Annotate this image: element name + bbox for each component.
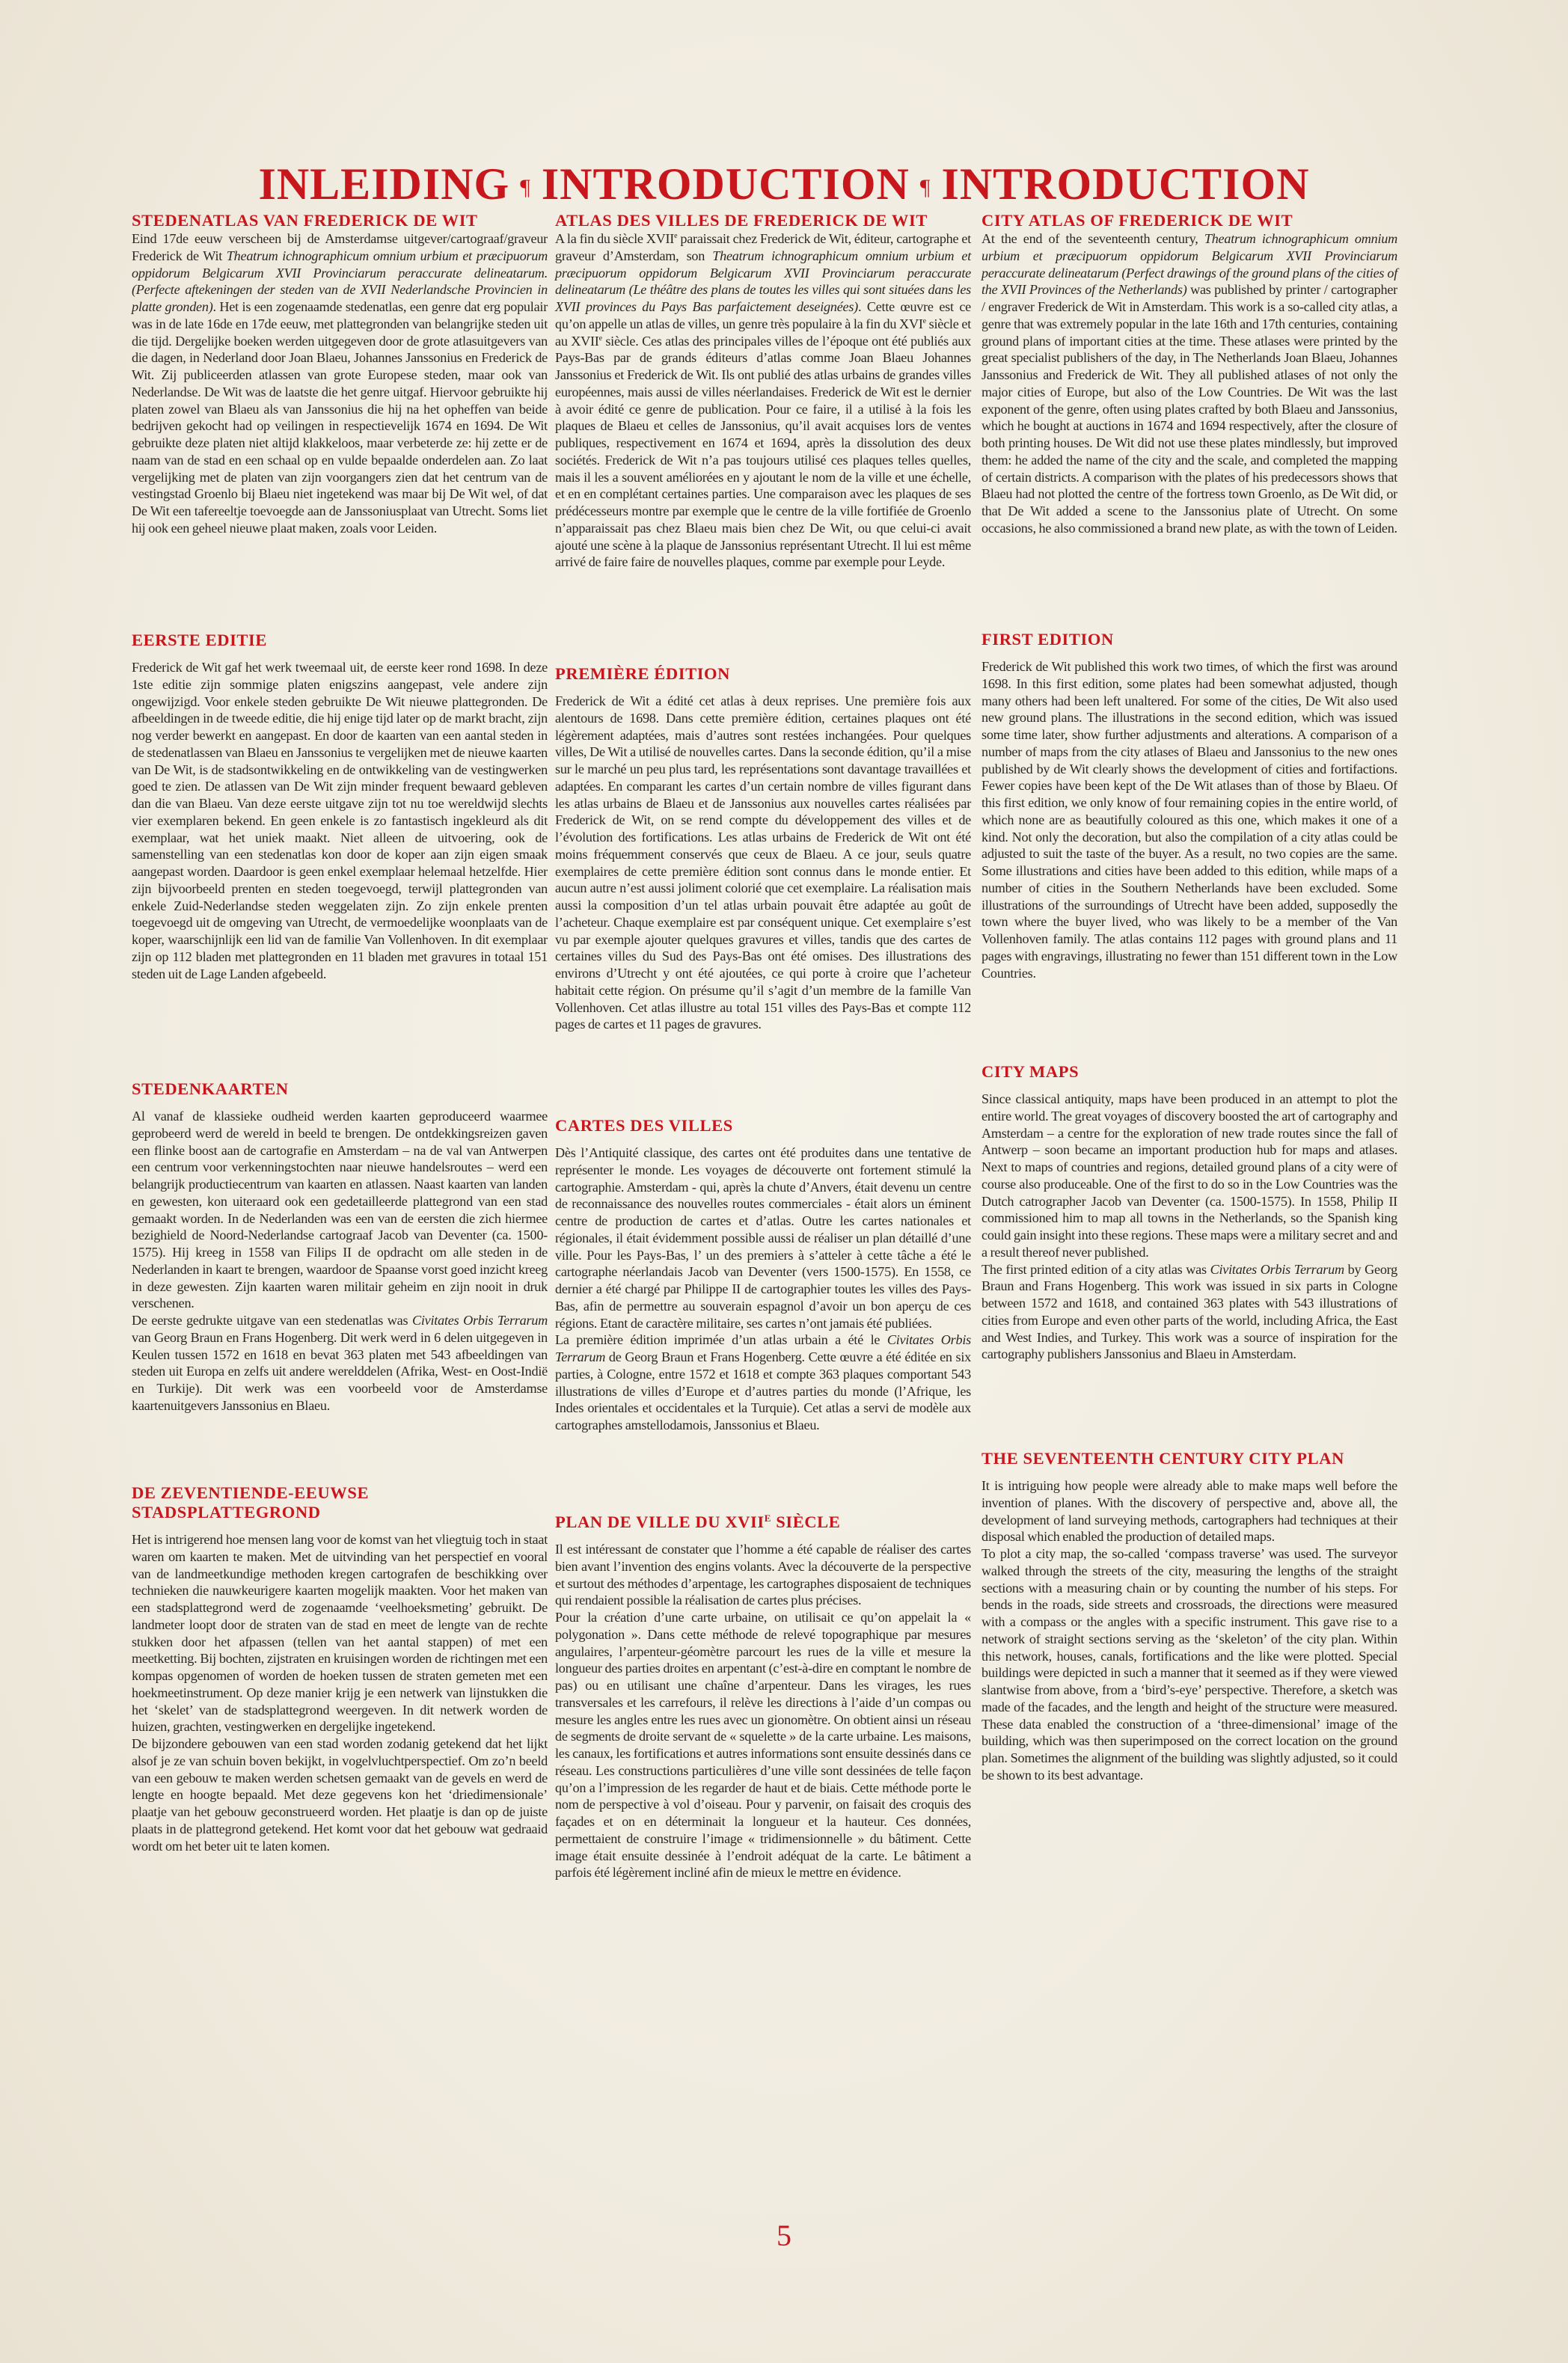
- text-run: Since classical antiquity, maps have been produced in an attempt to plot the entire world. The great voyages of discovery boosted the art of cartography and Amsterdam – a centre for the exploration of new trade routes since the fall of Antwerp – soon became an important production hub for maps and atlases. Next to maps of countries and regions, detailed ground plans of a city were of course also produceable. One of the first to do so in the Low Countries was the Dutch catrographer Jacob van Deventer (ca. 1500-1575). In 1558, Philip II commissioned him to map all towns in the Netherlands, so the Spanish king could gain insight into these regions. These maps were a military secret and and a result thereof never published.: [981, 1091, 1397, 1260]
- text-run: EERSTE EDITIE: [132, 631, 267, 649]
- text-run: ATLAS DES VILLES DE FREDERICK DE WIT: [555, 211, 928, 230]
- article-section: [132, 211, 548, 537]
- text-run: PLAN DE VILLE DU XVII: [555, 1512, 765, 1531]
- title-dutch: INLEIDING: [258, 159, 510, 209]
- article-section: [981, 630, 1397, 981]
- text-run: Het is intrigerend hoe mensen lang voor de komst van het vliegtuig toch in staat waren om kaarten te maken. Met de uitvinding van het perspectief en vooral van de landmeetkundige methoden kregen cartografen de beschikking over technieken die nauwkeurigere kaarten mogelijk maakten. Voor het maken van een stadsplattegrond werd de zogenaamde ‘veelhoeksmeting’ gebruikt. De landmeter loopt door de straten van de stad en meet de lengte van de rechte stukken door het afpassen (tellen van het aantal stappen) of met een meetketting. Bij bochten, zijstraten en kruisingen worden de richtingen met een kompas opgenomen of worden de hoeken tussen de straten gemeten met een hoekmeetinstrument. Op deze manier krijg je een netwerk van lijnstukken die het ‘skelet’ van de stadsplattegrond weergeven. In dit netwerk worden de huizen, grachten, vestingwerken en dergelijke ingetekend.: [132, 1532, 548, 1735]
- text-run: A la fin du siècle XVII: [555, 231, 675, 246]
- section-heading: [981, 1062, 1397, 1082]
- text-run: PREMIÈRE ÉDITION: [555, 664, 731, 683]
- italic-title-run: Theatrum ichnographicum omnium urbium et præcipuorum oppidorum Belgicarum XVII Provinciarum peraccurate delineatarum (Le théâtre des plans de toutes les villes qui sont situées dans les XVII provinces du Pays Bas parfaictement deseignées): [555, 248, 971, 314]
- body-paragraph: [555, 1609, 971, 1881]
- body-paragraph: [132, 230, 548, 537]
- body-paragraph: [132, 1108, 548, 1312]
- section-heading: [981, 630, 1397, 649]
- article-section: [555, 211, 971, 571]
- text-run: THE SEVENTEENTH CENTURY CITY PLAN: [981, 1449, 1344, 1468]
- text-run: was published by printer / cartographer / engraver Frederick de Wit in Amsterdam. This work is a so-called city atlas, a genre that was extremely popular in the late 16th and 17th centuries, containing ground plans of important cities at the time. These atlases were printed by the great specialist publishers of the day, in The Netherlands Joan Blaeu, Johannes Janssonius and Frederick de Wit. They all published atlases of not only the major cities of Europe, but also of the Low Countries. De Wit was the last exponent of the genre, often using plates crafted by both Blaeu and Janssonius, which he bought at auctions in 1674 and 1694 respectively, after the closure of both printing houses. De Wit did not use these plates mindlessly, but improved them: he added the name of the city and the scale, and completed the mapping of certain districts. A comparison with the plates of his predecessors shows that Blaeu had not plotted the centre of the fortress town Groenlo, as De Wit did, or that De Wit added a scene to the Janssonius plate of Utrecht. On some occasions, he also commissioned a brand new plate, as with the town of Leiden.: [981, 282, 1397, 536]
- body-paragraph: [981, 1091, 1397, 1261]
- italic-title-run: Theatrum ichnographicum omnium urbium et præcipuorum oppidorum Belgicarum XVII Provinciarum peraccurate delineatarum. (Perfecte aftekeningen der steden van de XVII Nederlandsche Provincien in platte gronden): [132, 248, 548, 314]
- text-run: At the end of the seventeenth century,: [981, 231, 1204, 246]
- italic-title-run: Civitates Orbis Terrarum: [555, 1332, 971, 1364]
- body-paragraph: [555, 1331, 971, 1434]
- section-heading: [555, 664, 971, 684]
- text-run: CITY MAPS: [981, 1062, 1079, 1081]
- body-paragraph: [981, 230, 1397, 537]
- section-heading: [555, 211, 971, 230]
- text-run: Il est intéressant de constater que l’homme a été capable de réaliser des cartes bien avant l’invention des engins volants. Avec la découverte de la perspective et surtout des méthodes d’arpentage, les cartographes disposaient de techniques qui rendaient possible la réalisation de cartes plus précises.: [555, 1542, 971, 1608]
- body-paragraph: [981, 1477, 1397, 1545]
- text-run: Eind 17de eeuw verscheen bij de Amsterdamse uitgever/cartograaf/graveur Frederick de Wit: [132, 231, 548, 263]
- text-run: Al vanaf de klassieke oudheid werden kaarten geproduceerd waarmee geprobeerd werd de wereld in beeld te brengen. De ontdekkingsreizen gaven een flinke boost aan de cartografie en Amsterdam – na de val van Antwerpen een centrum voor verkenningstochten naar nieuwe handelsroutes – werd een belangrijk productiecentrum van kaarten en atlassen. Naast kaarten van landen en gewesten, kon uiteraard ook een gedetailleerde plattegrond van een stad gemaakt worden. In de Nederlanden was een van de eersten die zich hiermee bezighield de Noord-Nederlandse cartograaf Jacob van Deventer (ca. 1500-1575). Hij kreeg in 1558 van Filips II de opdracht om alle steden in de Nederlanden in kaart te brengen, waardoor de Spaanse vorst goed inzicht kreeg in deze gewesten. Zijn kaarten waren militair geheim en zijn nooit in druk verschenen.: [132, 1109, 548, 1311]
- article-section: [555, 1116, 971, 1434]
- pilcrow-separator-icon: ¶: [919, 175, 931, 200]
- text-run: van Georg Braun en Frans Hogenberg. Dit werk werd in 6 delen uitgegeven in Keulen tussen 1572 en 1618 en bevat 363 platen met 543 afbeeldingen van steden uit Europa en zelfs uit andere werelddelen (Afrika, West- en Oost-Indië en Turkije). Dit werk was een voorbeeld voor de Amsterdamse kaartenuitgevers Janssonius en Blaeu.: [132, 1329, 548, 1413]
- text-run: paraissait chez Frederick de Wit, éditeur, cartographe et graveur d’Amsterdam, son: [555, 231, 971, 263]
- text-run: siècle et au XVII: [555, 316, 971, 349]
- italic-title-run: Civitates Orbis Terrarum: [1210, 1261, 1344, 1277]
- article-section: [132, 1079, 548, 1415]
- section-heading: [132, 631, 548, 650]
- text-run: STEDENATLAS VAN FREDERICK DE WIT: [132, 211, 478, 230]
- text-run: Frederick de Wit a édité cet atlas à deux reprises. Une première fois aux alentours de 1698. Dans cette première édition, certaines plaques ont été légèrement adaptées, mais d’autres sont restées inchangées. Pour quelques villes, De Wit a utilisé de nouvelles cartes. Dans la seconde édition, qu’il a mise sur le marché un peu plus tard, les représentations sont davantage travaillées et adaptées. En comparant les cartes d’un certain nombre de villes figurant dans les atlas urbains de Blaeu et de Janssonius aux nouvelles cartes réalisées par Frederick de Wit, on se rend compte du développement des villes et de l’évolution des fortifications. Les atlas urbains de Frederick de Wit ont été moins fréquemment conservés que ceux de Blaeu. A ce jour, seuls quatre exemplaires de cette première édition sont connus dans le monde entier. Et aucun autre n’est aussi joliment colorié que cet exemplaire. La réalisation mais aussi la composition d’un tel atlas urbain pouvait être adaptée au goût de l’acheteur. Chaque exemplaire est par conséquent unique. Cet exemplaire s’est vu par exemple ajouter quelques gravures et villes, tandis que des cartes de certaines villes du Sud des Pays-Bas ont été omises. Des illustrations des environs d’Utrecht y ont été ajoutées, ce qui porte à croire que l’acheteur habitait cette région. On présume qu’il s’agit d’un membre de la famille Van Vollenhoven. Cet atlas illustre au total 151 villes des Pays-Bas et compte 112 pages de cartes et 11 pages de gravures.: [555, 693, 971, 1032]
- section-heading: [132, 1483, 548, 1522]
- text-run: It is intriguing how people were already able to make maps well before the invention of planes. With the discovery of perspective and, above all, the development of land surveying methods, cartographers had techniques at their disposal which enabled the production of detailed maps.: [981, 1478, 1397, 1545]
- text-run: de Georg Braun et Frans Hogenberg. Cette œuvre a été éditée en six parties, à Cologne, entre 1572 et 1618 et compte 363 plaques comportant 543 illustrations de villes d’Europe et d’autres parties du monde (l’Afrique, les Indes orientales et occidentales et la Turquie). Cet atlas a servi de modèle aux cartographes amstellodamois, Janssonius et Blaeu.: [555, 1349, 971, 1432]
- article-section: [981, 1449, 1397, 1784]
- pilcrow-separator-icon: ¶: [520, 175, 531, 200]
- italic-title-run: Theatrum ichnographicum omnium urbium et præcipuorum oppidorum Belgicarum XVII Provinciarum peraccurate delineatarum (Perfect drawings of the ground plans of the cities of the XVII Provinces of the Netherlands): [981, 231, 1397, 298]
- section-heading: [981, 211, 1397, 230]
- body-paragraph: [555, 230, 971, 571]
- text-run: DE ZEVENTIENDE-EEUWSE STADSPLATTEGROND: [132, 1483, 370, 1521]
- article-section: [981, 1062, 1397, 1363]
- body-paragraph: [981, 1261, 1397, 1364]
- text-run: De eerste gedrukte uitgave van een stedenatlas was: [132, 1313, 412, 1328]
- body-paragraph: [981, 658, 1397, 981]
- text-run: by Georg Braun and Frans Hogenberg. This work was issued in six parts in Cologne between 1572 and 1618, and contained 363 plates with 543 illustrations of cities from Europe and even other parts of the world, including Africa, the East and West Indies, and Turkey. This work was a source of inspiration for the cartography publishers Janssonius and Blaeu in Amsterdam.: [981, 1261, 1398, 1362]
- text-run: To plot a city map, the so-called ‘compass traverse’ was used. The surveyor walked through the streets of the city, measuring the lengths of the straight sections with a measuring chain or by counting the number of his steps. For bends in the roads, side streets and crossroads, the directions were measured with a compass or the angles with a specific instrument. This gave rise to a network of straight sections serving as the ‘skeleton’ of the city plan. Within this network, houses, canals, fortifications and the like were plotted. Special buildings were depicted in such a manner that it seemed as if they were viewed slantwise from above, from a ‘bird’s-eye’ perspective. Therefore, a sketch was made of the facades, and the length and height of the structure were measured. These data enabled the construction of a ‘three-dimensional’ image of the building, which was then superimposed on the correct location on the ground plan. Sometimes the alignment of the building was slightly adjusted, so it could be shown to its best advantage.: [981, 1546, 1397, 1783]
- body-paragraph: [981, 1545, 1397, 1784]
- title-english: INTRODUCTION: [941, 159, 1310, 209]
- text-run: . Het is een zogenaamde stedenatlas, een genre dat erg populair was in de late 16de en 17de eeuw, met plattegronden van belangrijke steden uit die tijd. Dergelijke boeken werden uitgegeven door de grote atlasuitgevers van die dagen, in Nederland door Joan Blaeu, Johannes Janssonius en Frederick de Wit. Zij publiceerden atlassen van grote Europese steden, maar ook van Nederlandse. De Wit was de laatste die het genre uitgaf. Hiervoor gebruikte hij platen zowel van Blaeu als van Janssonius die hij na het opheffen van beide bedrijven gekocht had op veilingen in respectievelijk 1674 en 1694. De Wit gebruikte deze platen niet altijd klakkeloos, maar verbeterde ze: hij zette er de naam van de stad en een schaal op en vulde bepaalde onderdelen aan. Zo laat vergelijking met de platen van zijn voorgangers zien dat het centrum van de vestingstad Groenlo bij Blaeu niet ingetekend was maar bij De Wit wel, of dat De Wit een tafereeltje toevoegde aan de Janssoniusplaat van Utrecht. Soms liet hij ook een geheel nieuwe plaat maken, zoals voor Leiden.: [132, 299, 548, 536]
- title-french: INTRODUCTION: [541, 159, 910, 209]
- body-paragraph: [555, 1541, 971, 1609]
- text-run: Frederick de Wit published this work two times, of which the first was around 1698. In this first edition, some plates had been somewhat adjusted, though many others had been left unaltered. For some of the cities, De Wit also used new ground plans. The illustrations in the second edition, which was issued some time later, show further adjustments and alterations. A comparison of a number of maps from the city atlases of Blaeu and Janssonius to the new ones published by de Wit clearly shows the development of cities and fortifactions. Fewer copies have been kept of the De Wit atlases than of those by Blaeu. Of this first edition, we only know of four remaining copies in the entire world, of which none are as beautifully coloured as this one, which makes it one of a kind. Not only the decoration, but also the compilation of a city atlas could be adjusted to suit the taste of the buyer. As a result, no two copies are the same. Some illustrations and cities have been added to this edition, while maps of a number of cities in the Southern Netherlands have been excluded. Some illustrations of the surroundings of Utrecht have been added, supposedly the town where the buyer lived, who was likely to be a member of the Van Vollenhoven family. The atlas contains 112 pages with ground plans and 11 pages with engravings, illustrating no fewer than 151 different town in the Low Countries.: [981, 659, 1397, 981]
- section-heading: [555, 1509, 971, 1532]
- italic-title-run: Civitates Orbis Terrarum: [411, 1313, 548, 1328]
- text-run: La première édition imprimée d’un atlas urbain a été le: [555, 1332, 887, 1348]
- text-run: CITY ATLAS OF FREDERICK DE WIT: [981, 211, 1293, 230]
- page-title: [0, 159, 1568, 210]
- article-section: [132, 631, 548, 982]
- text-run: Frederick de Wit gaf het werk tweemaal uit, de eerste keer rond 1698. In deze 1ste editie zijn sommige platen enigszins aangepast, vele andere zijn ongewijzigd. Voor enkele steden gebruikte De Wit nieuwe plattegronden. De afbeeldingen in de tweede editie, die hij enige tijd later op de markt bracht, zijn nog verder bewerkt en aangepast. En door de kaarten van een aantal steden in de stedenatlassen van Blaeu en Janssonius te vergelijken met de nieuwe kaarten van De Wit, is de stadsontwikkeling en de ontwikkeling van de vestingwerken goed te zien. De atlassen van De Wit zijn minder frequent bewaard gebleven dan die van Blaeu. Van deze eerste uitgave zijn tot nu toe wereldwijd slechts vier exemplaren bekend. En geen enkele is zo fantastisch ingekleurd als dit exemplaar, wat het uniek maakt. Niet alleen de uitvoering, ook de samenstelling van een stedenatlas kon door de koper aan zijn eigen smaak aangepast worden. Daardoor is geen enkel exemplaar helemaal hetzelfde. Hier zijn bijvoorbeeld prenten en steden toegevoegd, terwijl plattegronden van enkele Zuid-Nederlandse steden weggelaten zijn. Zo zijn enkele prenten toegevoegd uit de omgeving van Utrecht, de vermoedelijke woonplaats van de koper, waarschijnlijk een lid van de familie Van Vollenhoven. In dit exemplaar zijn op 112 bladen met plattegronden en 11 bladen met gravures in totaal 151 steden uit de Lage Landen afgebeeld.: [132, 660, 548, 981]
- body-paragraph: [132, 659, 548, 982]
- text-run: siècle. Ces atlas des principales villes de l’époque ont été publiés aux Pays-Bas par de grands éditeurs d’atlas comme Joan Blaeu Johannes Janssonius et Frederick de Wit. Ils ont publié des atlas urbains de grandes villes européennes, mais aussi de villes néerlandaises. Frederick de Wit est le dernier à avoir édité ce genre de publication. Pour ce faire, il a utilisé à la fois les plaques de Blaeu et celles de Janssonius, qu’il avait acquises lors de ventes publiques, respectivement en 1674 et 1694, après la dissolution des deux sociétés. Frederick de Wit n’a pas toujours utilisé ces plaques telles quelles, mais il les a souvent améliorées en y ajoutant le nom de la ville et une échelle, et en en complétant certaines parties. Une comparaison avec les plaques de ses prédécesseurs montre par exemple que le centre de la ville fortifiée de Groenlo n’apparaissait pas chez Blaeu mais bien chez De Wit, ou que celui-ci avait ajouté une scène à la plaque de Janssonius représentant Utrecht. Il lui est même arrivé de faire faire de nouvelles plaques, comme par exemple pour Leyde.: [555, 333, 971, 570]
- article-section: [555, 1509, 971, 1881]
- page-number: 5: [777, 2219, 791, 2252]
- article-section: [981, 211, 1397, 537]
- article-section: [555, 664, 971, 1033]
- body-paragraph: [132, 1735, 548, 1854]
- section-heading: [981, 1449, 1397, 1468]
- body-paragraph: [555, 1144, 971, 1331]
- body-paragraph: [555, 693, 971, 1033]
- body-paragraph: [132, 1312, 548, 1415]
- section-heading: [555, 1116, 971, 1135]
- superscript: e: [674, 232, 678, 240]
- text-run: CARTES DES VILLES: [555, 1116, 733, 1135]
- superscript: e: [598, 334, 602, 343]
- text-run: SIÈCLE: [771, 1512, 841, 1531]
- body-paragraph: [132, 1531, 548, 1735]
- superscript: e: [922, 316, 926, 325]
- superscript: E: [764, 1512, 772, 1524]
- text-run: Dès l’Antiquité classique, des cartes ont été produites dans une tentative de représenter le monde. Les voyages de découverte ont fortement stimulé la cartographie. Amsterdam - qui, après la chute d’Anvers, était devenu un centre de reconnaissance des nouvelles routes commerciales - était alors un éminent centre de production de cartes et d’atlas. Outre les cartes nationales et régionales, il était évidemment possible aussi de réaliser un plan détaillé d’une ville. Pour les Pays-Bas, l’ un des premiers à s’atteler à cette tâche a été le cartographe néerlandais Jacob van Deventer (vers 1500-1575). En 1558, ce dernier a été chargé par Philippe II de cartographier toutes les villes des Pays-Bas, afin de permettre au souverain espagnol d’avoir un bon aperçu de ces régions. Etant de caractère militaire, ses cartes n’ont jamais été publiées.: [555, 1145, 971, 1331]
- text-run: STEDENKAARTEN: [132, 1079, 289, 1098]
- article-section: [132, 1483, 548, 1854]
- text-run: . Cette œuvre est ce qu’on appelle un atlas de villes, un genre très populaire à la fin du XVI: [555, 299, 972, 331]
- section-heading: [132, 211, 548, 230]
- text-run: De bijzondere gebouwen van een stad worden zodanig getekend dat het lijkt alsof je ze van schuin boven bekijkt, in vogelvluchtperspectief. Om zo’n beeld van een gebouw te maken werden schetsen gemaakt van de gevels en werd de lengte en hoogte bepaald. Met deze gegevens kon het ‘driedimensionale’ plaatje van het gebouw geconstrueerd worden. Het plaatje is dan op de juiste plaats in de plattegrond getekend. Het komt voor dat het gebouw wat gedraaid wordt om het beter uit te laten komen.: [132, 1736, 548, 1854]
- text-run: FIRST EDITION: [981, 630, 1114, 649]
- text-run: The first printed edition of a city atlas was: [981, 1261, 1210, 1277]
- section-heading: [132, 1079, 548, 1099]
- text-run: Pour la création d’une carte urbaine, on utilisait ce qu’on appelait la « polygonation ». Dans cette méthode de relevé topographique par mesures angulaires, l’arpenteur-géomètre parcourt les rues de la ville et mesure la longueur des parties droites en arpentant (c’est-à-dire en comptant le nombre de pas) ou en utilisant une chaîne d’arpenteur. Dans les virages, les rues transversales et les carrefours, il relève les directions à l’aide d’un compas ou mesure les angles entre les rues avec un gionomètre. On obtient ainsi un réseau de segments de droite servant de « squelette » de la carte urbaine. Les maisons, les canaux, les fortifications et autres informations sont ensuite dessinés dans ce réseau. Les constructions particulières d’une ville sont dessinées de telle façon qu’on a l’impression de les regarder de haut et de biais. Cette méthode porte le nom de perspective à vol d’oiseau. Pour y parvenir, on faisait des croquis des façades et on en déterminait la longueur et la hauteur. Ces données, permettaient de construire l’image « tridimensionnelle » du bâtiment. Cette image était ensuite dessinée à l’endroit adéquat de la carte. Le bâtiment a parfois été légèrement incliné afin de mieux le mettre en évidence.: [555, 1610, 971, 1881]
